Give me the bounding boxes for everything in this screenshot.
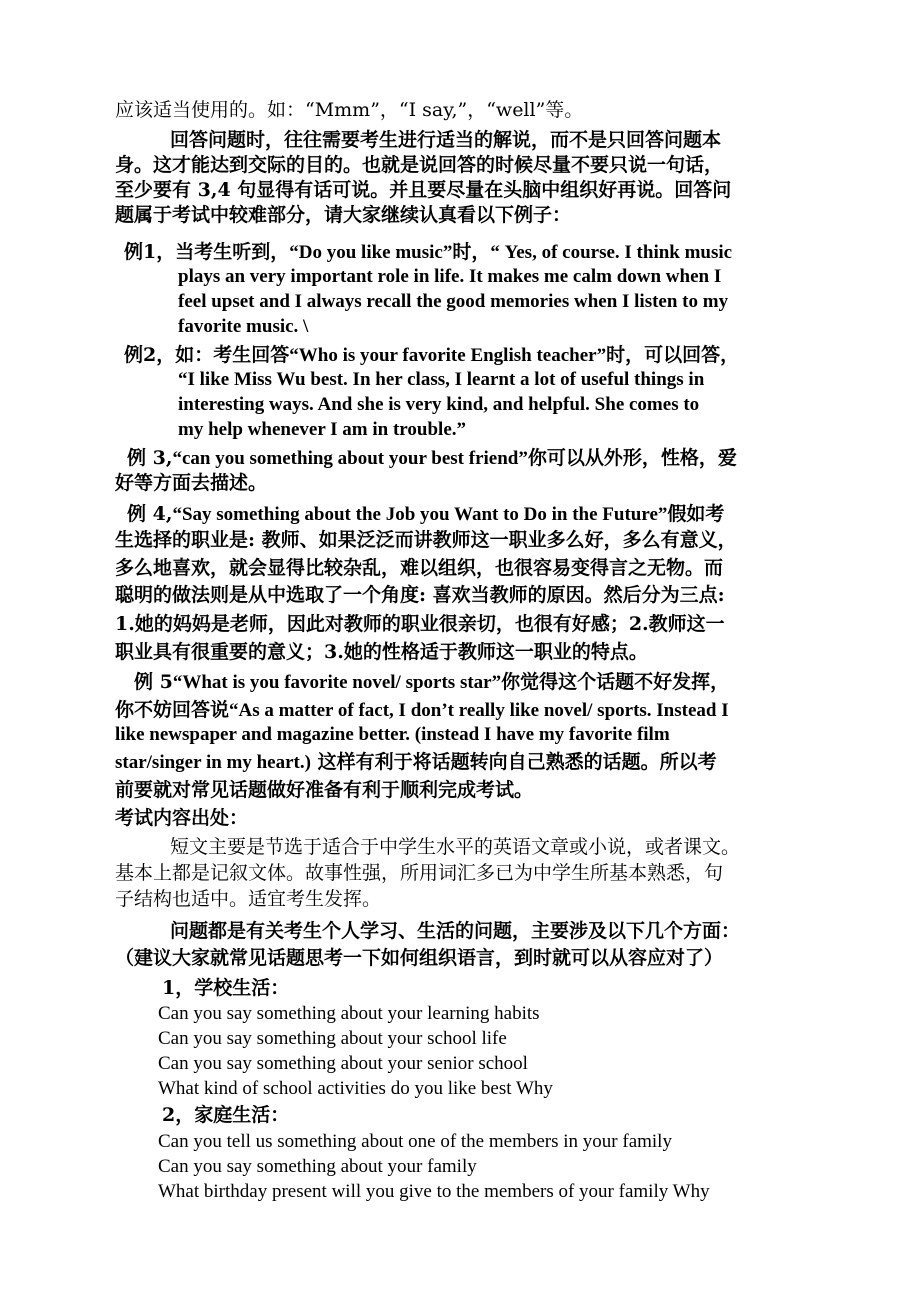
list-item: Can you say something about your family — [158, 1156, 477, 1177]
list-item: Can you say something about your school life — [158, 1028, 507, 1049]
example2-line4: my help whenever I am in trouble.” — [178, 419, 466, 440]
example4-line1: 例 4,“Say something about the Job you Want to Do in the Future”假如考 — [127, 503, 725, 525]
example5-line4: star/singer in my heart.) 这样有利于将话题转向自己熟悉的话题。所以考 — [115, 751, 717, 773]
example4-line2: 生选择的职业是: 教师、如果泛泛而讲教师这一职业多么好，多么有意义， — [115, 529, 737, 551]
example2-line2: “I like Miss Wu best. In her class, I learnt a lot of useful things in — [178, 369, 705, 390]
example3-line1: 例 3,“can you something about your best friend”你可以从外形，性格，爱 — [127, 447, 737, 469]
list-item: What kind of school activities do you like best Why — [158, 1078, 553, 1099]
example2-line1: 例2，如：考生回答“Who is your favorite English teacher”时，可以回答， — [124, 344, 740, 366]
example1-line2: plays an very important role in life. It makes me calm down when I — [178, 266, 722, 287]
example4-line4: 聪明的做法则是从中选取了一个角度: 喜欢当教师的原因。然后分为三点: — [115, 584, 725, 606]
source-heading: 考试内容出处： — [115, 807, 249, 829]
intro-line: 应该适当使用的。如：“Mmm”，“I say,”，“well”等。 — [115, 99, 584, 121]
list-item: What birthday present will you give to the members of your family Why — [158, 1181, 710, 1202]
topic2-heading: 2，家庭生活： — [162, 1104, 290, 1126]
example5-line2: 你不妨回答说“As a matter of fact, I don’t really like novel/ sports. Instead I — [115, 699, 729, 721]
source-para1-line3: 子结构也适中。适宜考生发挥。 — [115, 888, 382, 910]
para1-line3: 至少要有 3,4 句显得有话可说。并且要尽量在头脑中组织好再说。回答问 — [115, 179, 732, 201]
source-para2-line2: （建议大家就常见话题思考一下如何组织语言，到时就可以从容应对了） — [115, 947, 724, 969]
example4-line6: 职业具有很重要的意义；3.她的性格适于教师这一职业的特点。 — [115, 641, 648, 663]
para1-line1: 回答问题时，往往需要考生进行适当的解说，而不是只回答问题本 — [170, 129, 722, 151]
source-para2-line1: 问题都是有关考生个人学习、生活的问题，主要涉及以下几个方面： — [170, 920, 741, 942]
para1-line4: 题属于考试中较难部分，请大家继续认真看以下例子： — [115, 204, 572, 226]
example3-line2: 好等方面去描述。 — [115, 472, 268, 494]
example2-label: 例2， — [124, 344, 176, 366]
example1-line3: feel upset and I always recall the good memories when I listen to my — [178, 291, 729, 312]
list-item: Can you say something about your senior school — [158, 1053, 528, 1074]
list-item: Can you tell us something about one of the members in your family — [158, 1131, 672, 1152]
source-para1-line1: 短文主要是节选于适合于中学生水平的英语文章或小说，或者课文。 — [170, 836, 741, 858]
example5-line5: 前要就对常见话题做好准备有利于顺利完成考试。 — [115, 779, 534, 801]
example5-line1: 例 5“What is you favorite novel/ sports star”你觉得这个话题不好发挥， — [134, 671, 730, 693]
example4-line5: 1.她的妈妈是老师，因此对教师的职业很亲切，也很有好感；2.教师这一 — [115, 613, 725, 635]
example4-line3: 多么地喜欢，就会显得比较杂乱，难以组织，也很容易变得言之无物。而 — [115, 557, 724, 579]
example2-line3: interesting ways. And she is very kind, and helpful. She comes to — [178, 394, 700, 415]
example5-line3: like newspaper and magazine better. (instead I have my favorite film — [115, 724, 670, 745]
example1-label: 例1， — [124, 241, 176, 263]
example1-line4: favorite music. \ — [178, 316, 309, 337]
list-item: Can you say something about your learning habits — [158, 1003, 540, 1024]
para1-line2: 身。这才能达到交际的目的。也就是说回答的时候尽量不要只说一句话， — [115, 154, 724, 176]
topic1-heading: 1，学校生活： — [162, 977, 290, 999]
source-para1-line2: 基本上都是记叙文体。故事性强，所用词汇多已为中学生所基本熟悉，句 — [115, 862, 724, 884]
example1-line1: 例1，当考生听到，“Do you like music”时，“ Yes, of course. I think music — [124, 241, 733, 263]
